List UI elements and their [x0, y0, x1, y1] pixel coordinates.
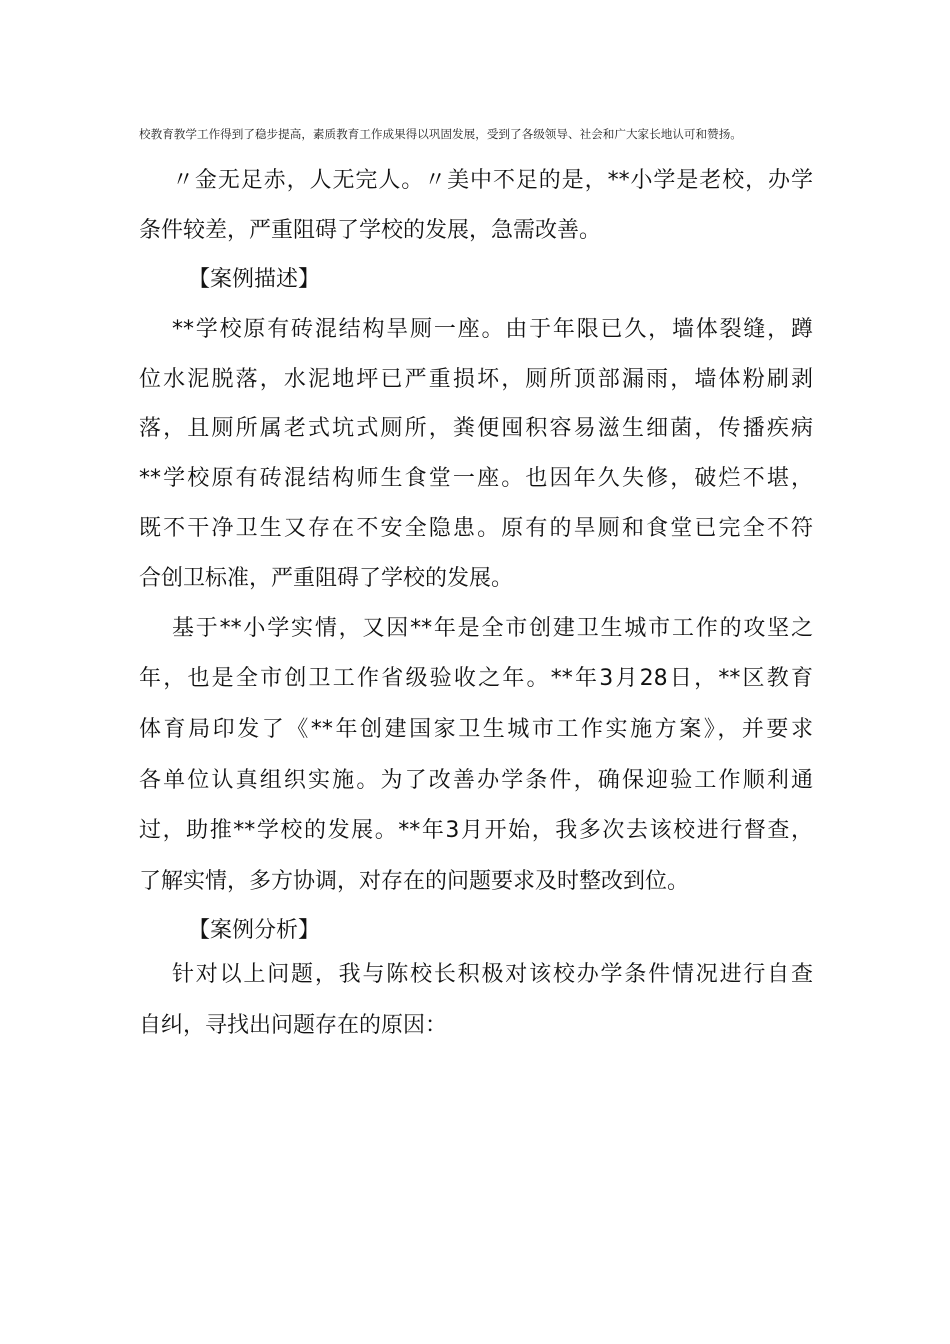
paragraph-line: 体育局印发了《**年创建国家卫生城市工作实施方案》，并要求 [139, 717, 813, 742]
paragraph-line: 年，也是全市创卫工作省级验收之年。**年3月28日，**区教育 [139, 666, 813, 691]
paragraph-line: 〃金无足赤，人无完人。〃美中不足的是，**小学是老校，办学 [172, 168, 813, 193]
paragraph-line: 既不干净卫生又存在不安全隐患。原有的旱厕和食堂已完全不符 [139, 516, 813, 541]
paragraph-line: 位水泥脱落，水泥地坪已严重损坏，厕所顶部漏雨，墙体粉刷剥 [139, 367, 813, 392]
section-heading-analysis: 【案例分析】 [188, 918, 321, 943]
paragraph-line: 针对以上问题，我与陈校长积极对该校办学条件情况进行自查 [172, 962, 813, 987]
paragraph-line: **学校原有砖混结构师生食堂一座。也因年久失修，破烂不堪， [139, 466, 813, 491]
paragraph-line: 落，且厕所属老式坑式厕所，粪便囤积容易滋生细菌，传播疾病 [139, 416, 813, 441]
paragraph-line: **学校原有砖混结构旱厕一座。由于年限已久，墙体裂缝，蹲 [172, 317, 813, 342]
paragraph-line: 合创卫标准，严重阻碍了学校的发展。 [139, 566, 514, 591]
paragraph-line: 过，助推**学校的发展。**年3月开始，我多次去该校进行督查， [139, 818, 813, 843]
paragraph-line: 了解实情，多方协调，对存在的问题要求及时整改到位。 [139, 869, 690, 894]
intro-text: 校教育教学工作得到了稳步提高，素质教育工作成果得以巩固发展，受到了各级领导、社会和广大家长地认可和赞扬。 [139, 127, 742, 141]
paragraph-line: 自纠，寻找出问题存在的原因： [139, 1013, 448, 1038]
paragraph-line: 条件较差，严重阻碍了学校的发展，急需改善。 [139, 218, 602, 243]
paragraph-line: 各单位认真组织实施。为了改善办学条件，确保迎验工作顺利通 [139, 768, 813, 793]
paragraph-line: 基于**小学实情，又因**年是全市创建卫生城市工作的攻坚之 [172, 616, 813, 641]
section-heading-description: 【案例描述】 [188, 267, 321, 292]
